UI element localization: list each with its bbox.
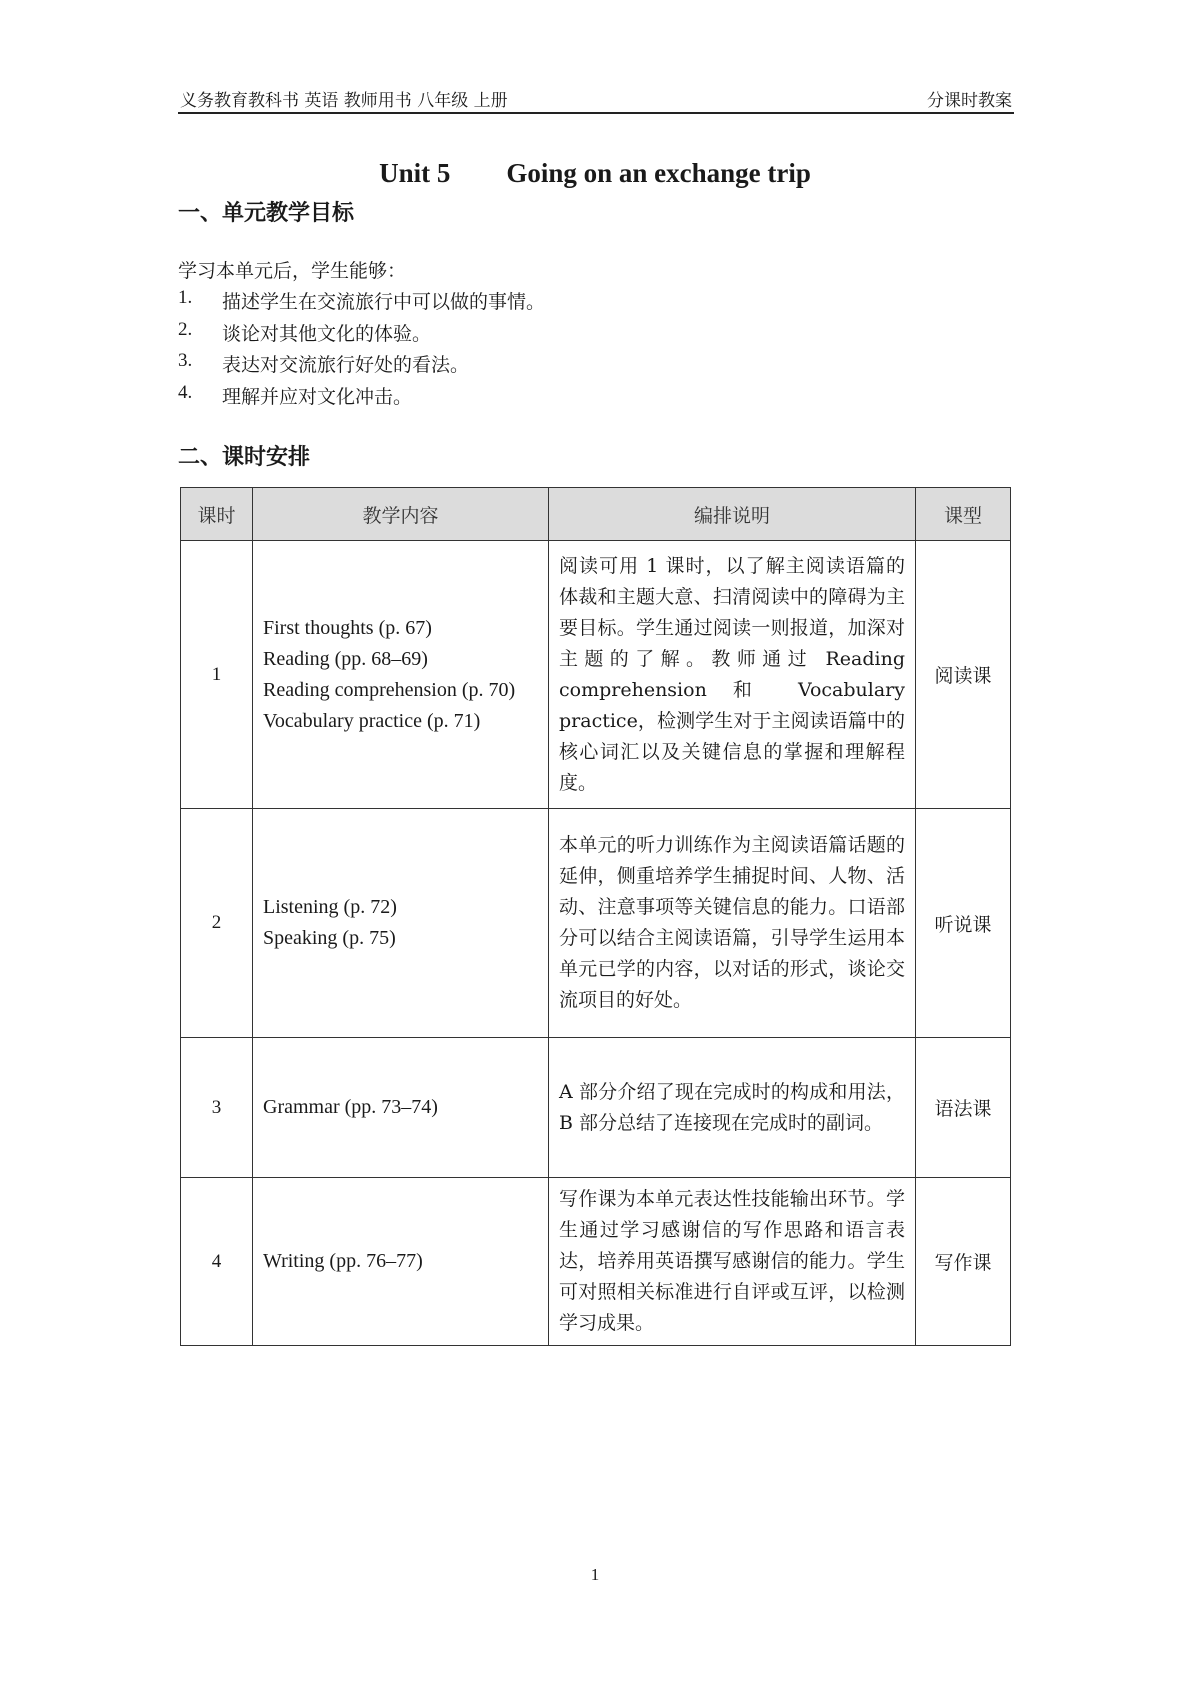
objective-number: 3. bbox=[178, 350, 193, 371]
period-cell: 4 bbox=[181, 1178, 253, 1346]
objective-number: 4. bbox=[178, 381, 193, 403]
content-cell bbox=[253, 1178, 549, 1346]
period-cell: 3 bbox=[181, 1038, 253, 1178]
lesson-schedule-table bbox=[180, 487, 1011, 1346]
period-cell: 2 bbox=[181, 809, 253, 1038]
objective-text: 表达对交流旅行好处的看法。 bbox=[222, 354, 470, 376]
section-heading-objectives: 一、单元教学目标 bbox=[178, 201, 355, 226]
type-cell: 阅读课 bbox=[916, 541, 1011, 809]
unit-number: Unit 5 bbox=[379, 158, 451, 188]
table-row bbox=[181, 541, 1011, 809]
objective-text: 理解并应对文化冲击。 bbox=[222, 385, 413, 408]
content-line: Writing (pp. 76–77) bbox=[263, 1250, 423, 1272]
content-cell bbox=[253, 541, 549, 809]
table-row bbox=[181, 809, 1011, 1038]
objective-text: 谈论对其他文化的体验。 bbox=[222, 322, 432, 345]
notes-cell: 本单元的听力训练作为主阅读语篇话题的延伸，侧重培养学生捕捉时间、人物、活动、注意事项等关键信息的能力。口语部分可以结合主阅读语篇，引导学生运用本单元已学的内容，以对话的形式，谈论交流项目的好处。 bbox=[549, 809, 916, 1038]
objective-item bbox=[178, 350, 545, 382]
content-line: Listening (p. 72) bbox=[263, 896, 397, 918]
objectives-intro: 学习本单元后，学生能够： bbox=[178, 260, 407, 282]
content-cell bbox=[253, 1038, 549, 1178]
content-line: Speaking (p. 75) bbox=[263, 927, 396, 949]
period-cell: 1 bbox=[181, 541, 253, 809]
notes-cell: 阅读可用 1 课时，以了解主阅读语篇的体裁和主题大意、扫清阅读中的障碍为主要目标。学生通过阅读一则报道，加深对主题的了解。教师通过 Reading comprehension 和 Vocabulary practice，检测学生对于主阅读语篇中的核心词汇以及关键信息的掌握和理解程度。 bbox=[549, 541, 916, 809]
objective-item bbox=[178, 287, 545, 319]
table-row bbox=[181, 1178, 1011, 1346]
objective-number: 2. bbox=[178, 318, 193, 340]
content-line: First thoughts (p. 67) bbox=[263, 616, 432, 639]
content-line: Grammar (pp. 73–74) bbox=[263, 1096, 438, 1118]
header-period: 课时 bbox=[181, 488, 253, 541]
content-cell bbox=[253, 809, 549, 1038]
page-title bbox=[0, 158, 1190, 189]
objective-text: 描述学生在交流旅行中可以做的事情。 bbox=[222, 291, 546, 313]
header-book-title: 义务教育教科书 英语 教师用书 八年级 上册 bbox=[180, 91, 508, 111]
content-line: Reading (pp. 68–69) bbox=[263, 647, 428, 670]
notes-cell: 写作课为本单元表达性技能输出环节。学生通过学习感谢信的写作思路和语言表达，培养用英语撰写感谢信的能力。学生可对照相关标准进行自评或互评，以检测学习成果。 bbox=[549, 1178, 916, 1346]
content-line: Reading comprehension (p. 70) bbox=[263, 678, 516, 701]
header-content: 教学内容 bbox=[253, 488, 549, 541]
table-row bbox=[181, 1038, 1011, 1178]
header-notes: 编排说明 bbox=[549, 488, 916, 541]
notes-cell: A 部分介绍了现在完成时的构成和用法，B 部分总结了连接现在完成时的副词。 bbox=[549, 1038, 916, 1178]
type-cell: 写作课 bbox=[916, 1178, 1011, 1346]
header-type: 课型 bbox=[916, 488, 1011, 541]
section-heading-schedule: 二、课时安排 bbox=[178, 445, 311, 470]
unit-name: Going on an exchange trip bbox=[506, 158, 811, 188]
running-header bbox=[178, 84, 1014, 114]
type-cell: 语法课 bbox=[916, 1038, 1011, 1178]
objectives-list bbox=[178, 287, 545, 413]
table-header-row bbox=[181, 488, 1011, 541]
header-section-label: 分课时教案 bbox=[927, 91, 1012, 111]
objective-item bbox=[178, 382, 545, 414]
page-number: 1 bbox=[590, 1565, 600, 1584]
objective-item bbox=[178, 319, 545, 351]
content-line: Vocabulary practice (p. 71) bbox=[263, 709, 481, 732]
type-cell: 听说课 bbox=[916, 809, 1011, 1038]
objective-number: 1. bbox=[178, 287, 193, 308]
